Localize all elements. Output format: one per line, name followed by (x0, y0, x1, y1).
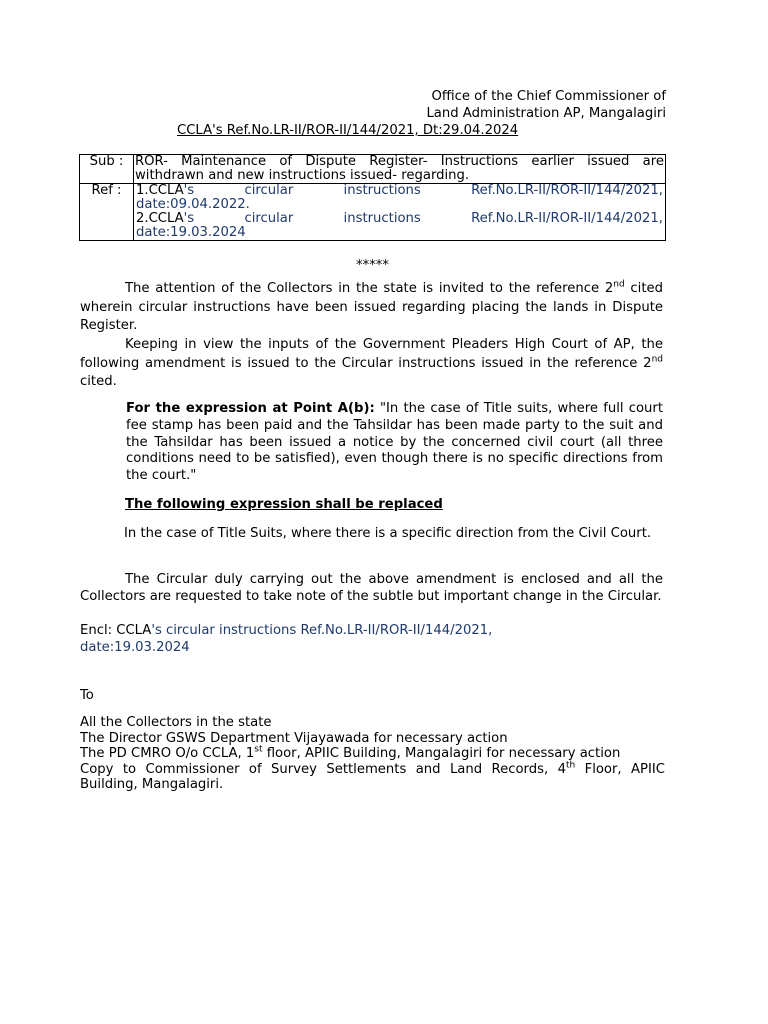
replace-heading: The following expression shall be replaced (125, 497, 443, 512)
distribution-list (80, 715, 665, 793)
distribution-line-1: All the Collectors in the state (80, 715, 272, 730)
separator: ***** (356, 258, 389, 273)
reference-label: Ref : (80, 184, 134, 241)
enclosure: Encl: CCLA's circular instructions Ref.No.LR-II/ROR-II/144/2021, date:19.03.2024 (80, 623, 493, 655)
quote-label: For the expression at Point A(b): (126, 401, 375, 416)
paragraph-1: The attention of the Collectors in the state is invited to the reference 2nd cited wherein circular instructions have been issued regarding placing the lands in Dispute Register. (80, 279, 663, 333)
reference-item-2: 2.CCLA's circular instructions Ref.No.LR-II/ROR-II/144/2021, date:19.03.2024 (136, 211, 663, 240)
reference-item-1: 1.CCLA's circular instructions Ref.No.LR-II/ROR-II/144/2021, date:09.04.2022. (136, 183, 663, 212)
reference-number: CCLA's Ref.No.LR-II/ROR-II/144/2021, Dt:29.04.2024 (177, 123, 519, 138)
distribution-line-3: The PD CMRO O/o CCLA, 1st floor, APIIC Building, Mangalagiri for necessary action (80, 744, 621, 762)
paragraph-2: Keeping in view the inputs of the Government Pleaders High Court of AP, the following amendment is issued to the Circular instructions issued in the reference 2nd cited. (80, 337, 663, 389)
subject-reference-table (79, 154, 666, 241)
quoted-expression (126, 401, 663, 485)
replacement-text: In the case of Title Suits, where there is a specific direction from the Civil Court. (124, 526, 652, 541)
office-header (426, 88, 666, 122)
distribution-line-2: The Director GSWS Department Vijayawada for necessary action (80, 730, 508, 746)
distribution-line-4: Copy to Commissioner of Survey Settlements and Land Records, 4th Floor, APIIC Building, Mangalagiri. (80, 760, 665, 793)
quote-text: "In the case of Title suits, where full court fee stamp has been paid and the Tahsildar has been made party to the suit and the Tahsildar has been issued a notice by the concerned civil court (all three conditions need to be satisfied), even though there is no specific directions from the court." (126, 401, 664, 484)
subject-text: ROR- Maintenance of Dispute Register- Instructions earlier issued are withdrawn and new instructions issued- regarding. (135, 154, 664, 183)
paragraph-3: The Circular duly carrying out the above amendment is enclosed and all the Collectors are requested to take note of the subtle but important change in the Circular. (80, 572, 663, 604)
to-label: To (80, 688, 94, 703)
office-line-1: Office of the Chief Commissioner of (431, 89, 666, 104)
reference-list (134, 184, 666, 241)
office-line-2: Land Administration AP, Mangalagiri (426, 106, 666, 121)
subject-label: Sub : (80, 155, 134, 184)
